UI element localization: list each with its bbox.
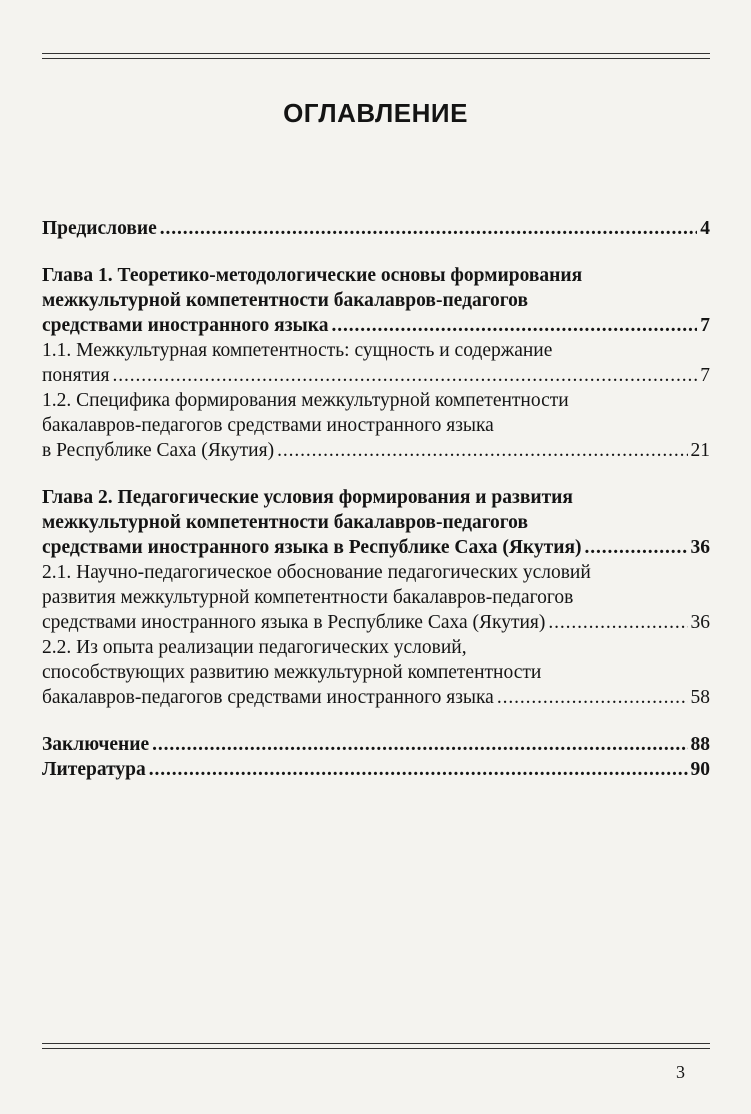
toc-entry-line: 2.2. Из опыта реализации педагогических условий, xyxy=(42,637,467,658)
toc-entry-line: в Республике Саха (Якутия) xyxy=(42,440,275,461)
page-number: 3 xyxy=(676,1062,685,1082)
toc-entry xyxy=(42,388,710,463)
toc-page-number: 36 xyxy=(690,537,710,558)
toc-entry-last-line xyxy=(42,610,710,635)
dot-leader xyxy=(548,610,687,635)
dot-leader xyxy=(160,216,697,241)
dot-leader xyxy=(331,313,697,338)
toc-entry-last-line xyxy=(42,535,710,560)
page-title: ОГЛАВЛЕНИЕ xyxy=(283,98,468,128)
footer-rule xyxy=(42,1048,710,1049)
toc-entry-last-line xyxy=(42,757,710,782)
toc-entry-line: 1.2. Специфика формирования межкультурной компетентности xyxy=(42,390,569,411)
toc-page-number: 88 xyxy=(690,734,710,755)
toc-entry-last-line xyxy=(42,438,710,463)
toc-page-number: 7 xyxy=(700,365,710,386)
toc-entry-line: межкультурной компетентности бакалавров-педагогов xyxy=(42,512,528,533)
toc-entry-line: развития межкультурной компетентности бакалавров-педагогов xyxy=(42,587,574,608)
toc-page-number: 90 xyxy=(690,759,710,780)
toc-entry-line: бакалавров-педагогов средствами иностранного языка xyxy=(42,415,494,436)
toc-entry-last-line xyxy=(42,313,710,338)
footer-rule-thin xyxy=(42,1043,710,1044)
dot-leader xyxy=(497,685,688,710)
toc-entry xyxy=(42,263,710,338)
toc-entry-line: Заключение xyxy=(42,734,150,755)
toc-page-number: 58 xyxy=(690,687,710,708)
toc-entry-line: средствами иностранного языка в Республике Саха (Якутия) xyxy=(42,537,582,558)
toc-entry-last-line xyxy=(42,685,710,710)
toc-entry-line: Глава 1. Теоретико-методологические основы формирования xyxy=(42,265,583,286)
toc-entry-line: межкультурной компетентности бакалавров-педагогов xyxy=(42,290,528,311)
table-of-contents xyxy=(42,216,710,782)
toc-entry xyxy=(42,757,710,782)
header-rule xyxy=(42,53,710,54)
toc-entry-line: Глава 2. Педагогические условия формирования и развития xyxy=(42,487,573,508)
toc-entry-line: понятия xyxy=(42,365,110,386)
dot-leader xyxy=(152,732,687,757)
toc-entry xyxy=(42,338,710,388)
toc-entry-last-line xyxy=(42,732,710,757)
toc-entry-last-line xyxy=(42,216,710,241)
toc-entry-last-line xyxy=(42,363,710,388)
toc-entry xyxy=(42,560,710,635)
toc-entry-line: Литература xyxy=(42,759,146,780)
toc-entry xyxy=(42,485,710,560)
toc-entry-line: средствами иностранного языка xyxy=(42,315,329,336)
toc-entry-line: средствами иностранного языка в Республике Саха (Якутия) xyxy=(42,612,546,633)
toc-entry-line: способствующих развитию межкультурной компетентности xyxy=(42,662,542,683)
dot-leader xyxy=(149,757,688,782)
header-rule-thin xyxy=(42,58,710,59)
dot-leader xyxy=(113,363,698,388)
toc-entry-line: 2.1. Научно-педагогическое обоснование педагогических условий xyxy=(42,562,591,583)
dot-leader xyxy=(277,438,687,463)
toc-entry-line: бакалавров-педагогов средствами иностранного языка xyxy=(42,687,494,708)
toc-entry xyxy=(42,732,710,757)
toc-entry xyxy=(42,635,710,710)
toc-page-number: 7 xyxy=(700,315,710,336)
toc-entry xyxy=(42,216,710,241)
toc-page-number: 4 xyxy=(700,218,710,239)
dot-leader xyxy=(585,535,688,560)
toc-entry-line: 1.1. Межкультурная компетентность: сущность и содержание xyxy=(42,340,553,361)
toc-page-number: 36 xyxy=(690,612,710,633)
toc-page-number: 21 xyxy=(690,440,710,461)
toc-entry-line: Предисловие xyxy=(42,218,157,239)
